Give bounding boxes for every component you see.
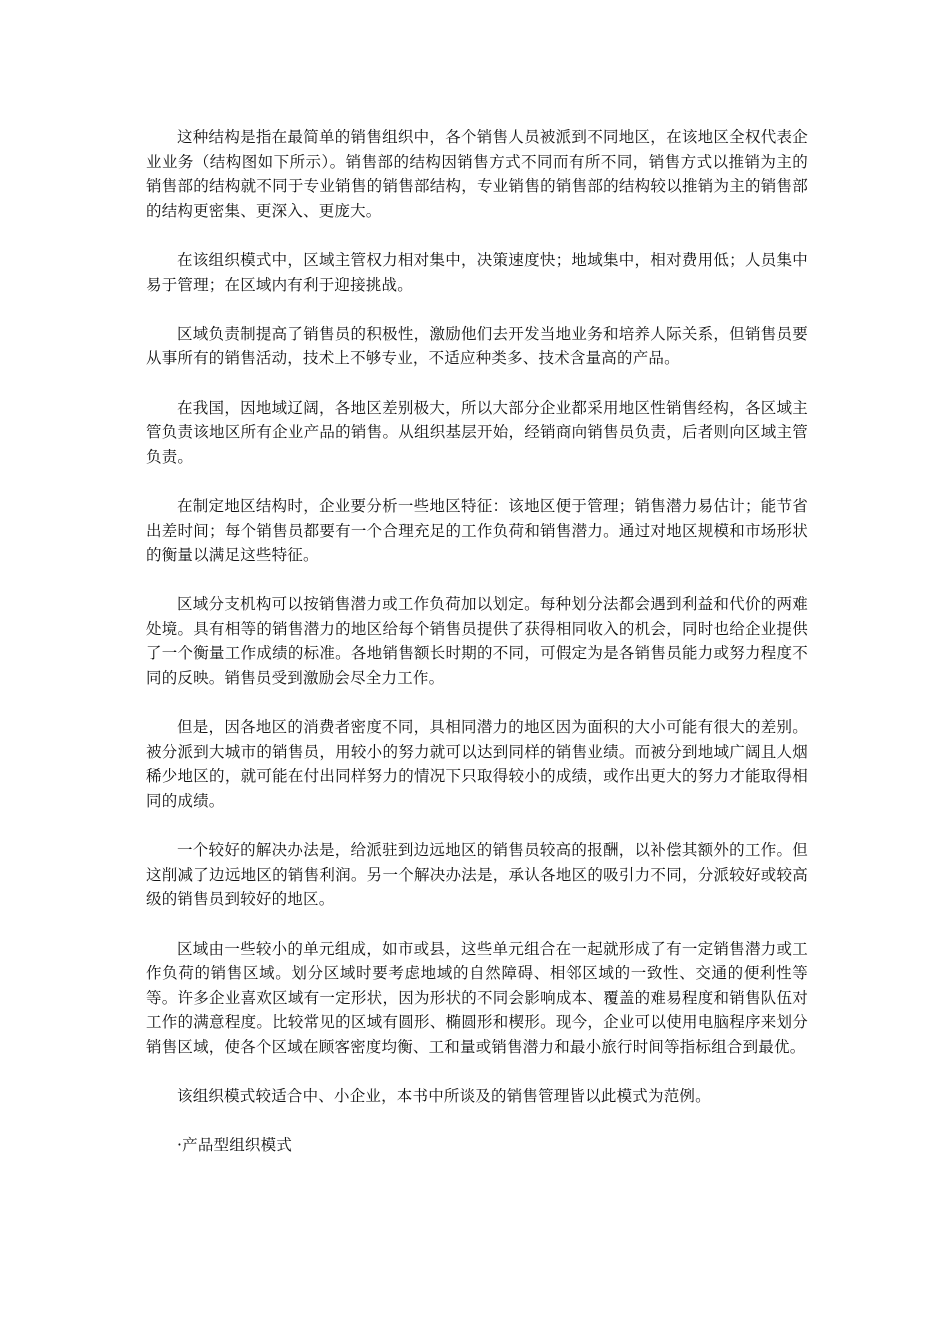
paragraph-density-differences: 但是，因各地区的消费者密度不同，具相同潜力的地区因为面积的大小可能有很大的差别。被分派到大城市的销售员，用较小的努力就可以达到同样的销售业绩。而被分到地域广阔且人烟稀少地区的，就可能在付出同样努力的情况下只取得较小的成绩，或作出更大的努力才能取得相同的成绩。 — [146, 718, 808, 811]
section-heading-product-model: ·产品型组织模式 — [177, 1136, 293, 1155]
paragraph-branch-division: 区域分支机构可以按销售潜力或工作负荷加以划定。每种划分法都会遇到利益和代价的两难处境。具有相等的销售潜力的地区给每个销售员提供了获得相同收入的机会，同时也给企业提供了一个衡量工作成绩的标准。各地销售额长时期的不同，可假定为是各销售员能力或努力程度不同的反映。销售员受到激励会尽全力工作。 — [146, 595, 808, 688]
paragraph-advantages: 在该组织模式中，区域主管权力相对集中，决策速度快；地域集中，相对费用低；人员集中易于管理；在区域内有利于迎接挑战。 — [146, 250, 808, 294]
paragraph-suitability: 该组织模式较适合中、小企业，本书中所谈及的销售管理皆以此模式为范例。 — [177, 1087, 711, 1106]
paragraph-responsibility: 区域负责制提高了销售员的积极性，激励他们去开发当地业务和培养人际关系，但销售员要从事所有的销售活动，技术上不够专业，不适应种类多、技术含量高的产品。 — [146, 324, 808, 368]
paragraph-territory-structure: 这种结构是指在最简单的销售组织中，各个销售人员被派到不同地区，在该地区全权代表企业业务（结构图如下所示）。销售部的结构因销售方式不同而有所不同，销售方式以推销为主的销售部的结构就不同于专业销售的销售部结构，专业销售的销售部的结构较以推销为主的销售部的结构更密集、更深入、更庞大。 — [146, 128, 808, 220]
paragraph-region-features: 在制定地区结构时，企业要分析一些地区特征：该地区便于管理；销售潜力易估计；能节省出差时间；每个销售员都要有一个合理充足的工作负荷和销售潜力。通过对地区规模和市场形状的衡量以满足这些特征。 — [146, 496, 808, 565]
document-body — [146, 125, 808, 1183]
paragraph-solutions: 一个较好的解决办法是，给派驻到边远地区的销售员较高的报酬，以补偿其额外的工作。但这削减了边远地区的销售利润。另一个解决办法是，承认各地区的吸引力不同，分派较好或较高级的销售员到较好的地区。 — [146, 841, 808, 909]
paragraph-china: 在我国，因地域辽阔，各地区差别极大，所以大部分企业都采用地区性销售经构，各区域主管负责该地区所有企业产品的销售。从组织基层开始，经销商向销售员负责，后者则向区域主管负责。 — [146, 398, 808, 466]
paragraph-region-units: 区域由一些较小的单元组成，如市或县，这些单元组合在一起就形成了有一定销售潜力或工作负荷的销售区域。划分区域时要考虑地域的自然障碍、相邻区域的一致性、交通的便利性等等。许多企业喜欢区域有一定形状，因为形状的不同会影响成本、覆盖的难易程度和销售队伍对工作的满意程度。比较常见的区域有圆形、椭圆形和楔形。现今，企业可以使用电脑程序来划分销售区域，使各个区域在顾客密度均衡、工和量或销售潜力和最小旅行时间等指标组合到最优。 — [146, 939, 808, 1056]
